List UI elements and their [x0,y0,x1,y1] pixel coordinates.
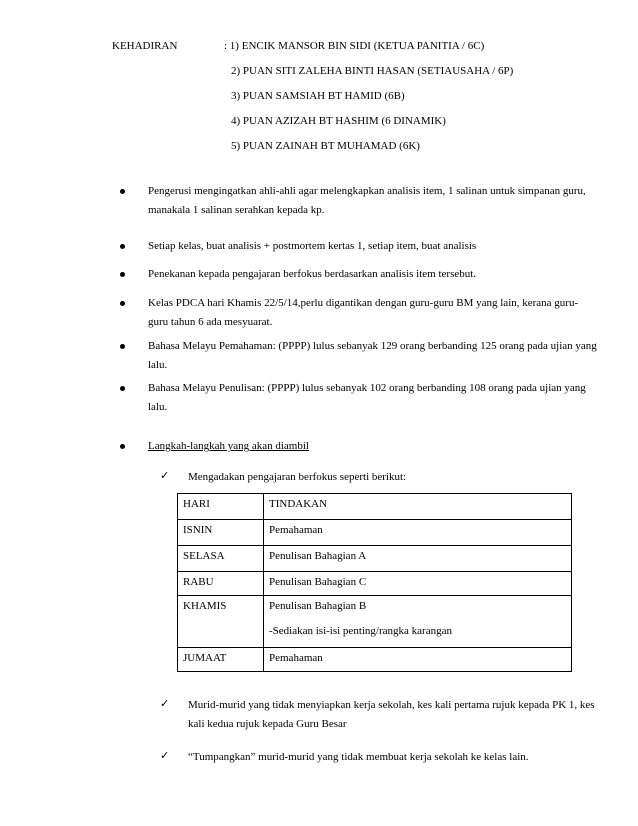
table-cell: Pemahaman [264,648,572,672]
table-cell [264,596,572,648]
table-cell: KHAMIS [178,596,264,648]
checkmark-icon: ✓ [160,697,170,710]
bullet-dot-icon [120,344,125,349]
table-cell: ISNIN [178,520,264,546]
steps-heading: Langkah-langkah yang akan diambil [148,440,309,452]
attendance-item: : 1) ENCIK MANSOR BIN SIDI (KETUA PANITIA / 6C) [224,40,485,52]
bullet-dot-icon [120,189,125,194]
checkmark-icon: ✓ [160,749,170,762]
bullet-dot-icon [120,444,125,449]
table-cell: JUMAAT [178,648,264,672]
table-cell: Pemahaman [264,520,572,546]
bullet-dot-icon [120,272,125,277]
document-page: KEHADIRAN : 1) ENCIK MANSOR BIN SIDI (KETUA PANITIA / 6C) 2) PUAN SITI ZALEHA BINTI HASAN (SETIAUSAHA / 6P) 3) PUAN SAMSIAH BT HAMID (6B) 4) PUAN AZIZAH BT HASHIM (6 DINAMIK) 5) PUAN ZAINAH BT MUHAMAD (6K) Pengerusi mengingatkan ahli-ahli agar melengkapkan analisis item, 1 salinan untuk simpanan guru, manakala 1 salinan serahkan kepada kp. Setiap kelas, buat analisis + postmortem kertas 1, setiap item, buat analisis Penekanan kepada pengajaran berfokus berdasarkan analisis item tersebut. Kelas PDCA hari Khamis 22/5/14,perlu digantikan dengan guru-guru BM yang lain, kerana guru-guru tahun 6 ada mesyuarat. Bahasa Melayu Pemahaman: (PPPP) lulus sebanyak 129 orang berbanding 125 orang pada ujian yang lalu. Bahasa Melayu Penulisan: (PPPP) lulus sebanyak 102 orang berbanding 108 orang pada ujian yang lalu. Langkah-langkah yang akan diambil ✓ Mengadakan pengajaran berfokus seperti berikut: HARI TINDAKAN ISNIN Pemahaman SELASA Penulisan Bahagian A RABU Penulisan Bahagian C KHAMIS Penulisan Bahagian B -Sediakan isi-isi penting/rangka karangan JUMAAT Pemahaman ✓ Murid-murid yang tidak menyiapkan kerja sekolah, kes kali pertama rujuk kepada PK 1, kes kali kedua rujuk kepada Guru Besar ✓ “Tumpangkan” murid-murid yang tidak membuat kerja sekolah ke kelas lain. [112,40,597,763]
attendance-label: KEHADIRAN [112,40,178,52]
table-cell: Penulisan Bahagian C [264,572,572,596]
table-row [178,546,572,572]
attendance-list [224,39,513,164]
table-cell: Penulisan Bahagian A [264,546,572,572]
attendance-item: 2) PUAN SITI ZALEHA BINTI HASAN (SETIAUSAHA / 6P) [231,65,514,77]
table-cell: SELASA [178,546,264,572]
bullet-dot-icon [120,244,125,249]
table-header-cell: TINDAKAN [264,494,572,520]
attendance-item: 5) PUAN ZAINAH BT MUHAMAD (6K) [231,140,420,152]
table-cell-note: -Sediakan isi-isi penting/rangka karangan [269,625,452,637]
table-header-row [178,494,572,520]
table-row [178,520,572,546]
bullet-dot-icon [120,386,125,391]
checkmark-icon: ✓ [160,469,170,482]
table-row [178,648,572,672]
bullet-dot-icon [120,301,125,306]
table-header-cell: HARI [178,494,264,520]
attendance-item: 4) PUAN AZIZAH BT HASHIM (6 DINAMIK) [231,115,446,127]
table-row [178,572,572,596]
table-row [178,596,572,648]
schedule-table [177,493,572,672]
table-cell: RABU [178,572,264,596]
table-cell-text: Penulisan Bahagian B [269,600,367,612]
attendance-item: 3) PUAN SAMSIAH BT HAMID (6B) [231,90,405,102]
